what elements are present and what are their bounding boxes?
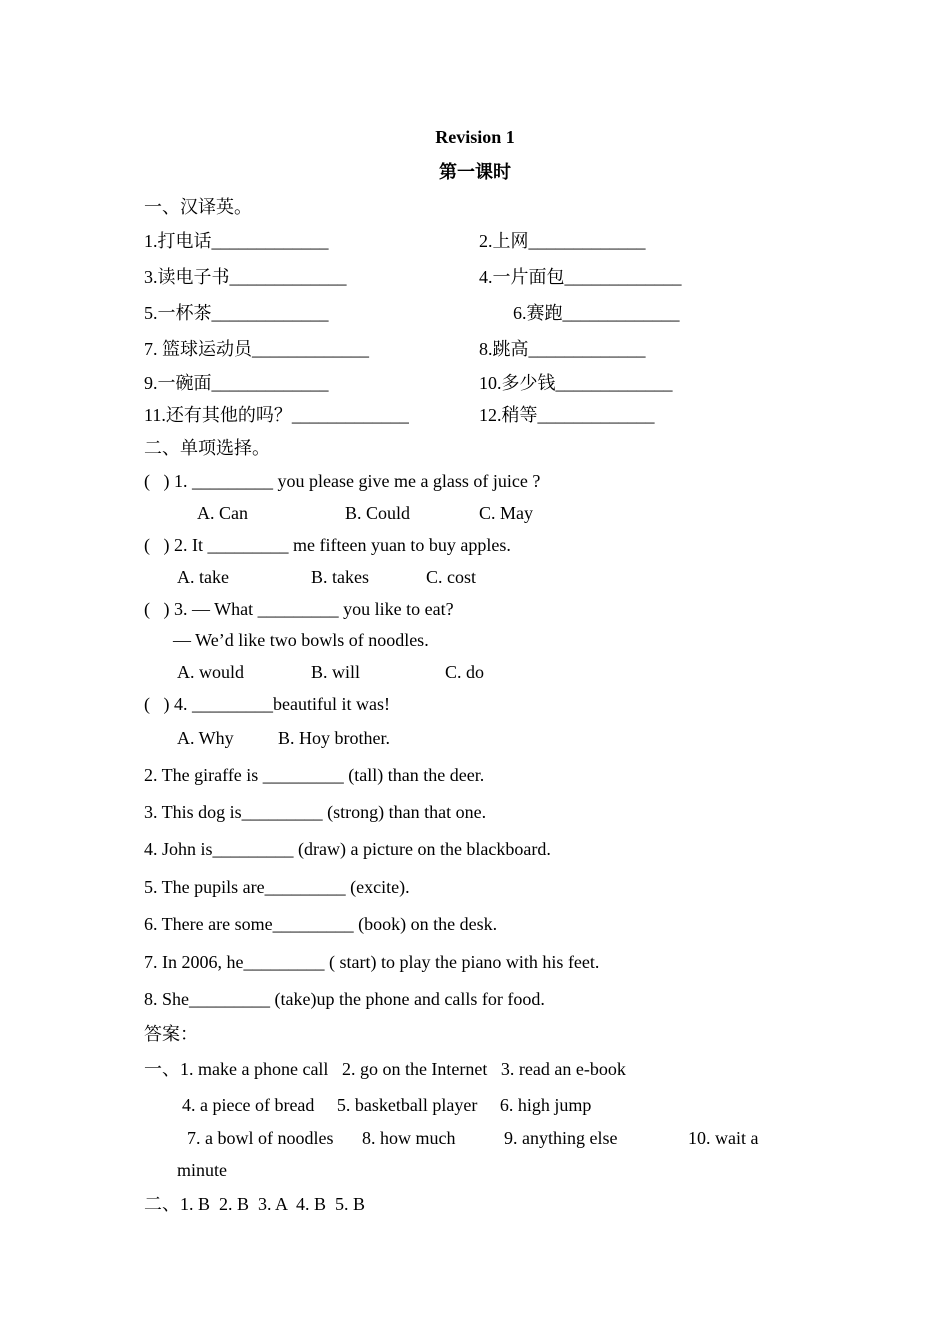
option: B. Could xyxy=(345,503,411,523)
translation-item: 11.还有其他的吗？_____________ xyxy=(144,405,409,425)
fill-item: 2. The giraffe is _________ (tall) than the deer. xyxy=(144,765,485,785)
lesson-subtitle: 第一课时 xyxy=(439,162,511,182)
page-title: Revision 1 xyxy=(435,127,515,147)
fill-item: 4. John is_________ (draw) a picture on the blackboard. xyxy=(144,839,551,859)
question-3: ( ) 3. — What _________ you like to eat? xyxy=(144,599,454,619)
answer-10: 10. wait a xyxy=(688,1128,759,1148)
translation-item: 10.多少钱_____________ xyxy=(479,373,673,393)
translation-item: 9.一碗面_____________ xyxy=(144,373,329,393)
option: C. do xyxy=(445,662,485,682)
question-3-reply: — We’d like two bowls of noodles. xyxy=(173,630,429,650)
option: C. cost xyxy=(426,567,477,587)
option: A. Can xyxy=(197,503,248,523)
answer-8: 8. how much xyxy=(362,1128,456,1148)
translation-item: 3.读电子书_____________ xyxy=(144,267,347,287)
section2-heading: 二、单项选择。 xyxy=(144,438,270,458)
answer-9: 9. anything else xyxy=(504,1128,618,1148)
question-2: ( ) 2. It _________ me fifteen yuan to buy apples. xyxy=(144,535,511,555)
translation-item: 2.上网_____________ xyxy=(479,231,646,251)
fill-item: 3. This dog is_________ (strong) than that one. xyxy=(144,802,487,822)
fill-item: 6. There are some_________ (book) on the desk. xyxy=(144,914,498,934)
question-4: ( ) 4. _________beautiful it was! xyxy=(144,694,390,714)
answers-part2: 二、1. B 2. B 3. A 4. B 5. B xyxy=(144,1194,366,1214)
option: A. would xyxy=(177,662,244,682)
question-1: ( ) 1. _________ you please give me a glass of juice ? xyxy=(144,471,541,491)
option: C. May xyxy=(479,503,533,523)
translation-item: 5.一杯茶_____________ xyxy=(144,303,329,323)
translation-item: 8.跳高_____________ xyxy=(479,339,646,359)
answers-heading: 答案： xyxy=(144,1024,198,1044)
answer-10-continued: minute xyxy=(177,1160,227,1180)
answers-part1-line1: 一、1. make a phone call 2. go on the Internet 3. read an e-book xyxy=(144,1059,626,1079)
fill-item: 8. She_________ (take)up the phone and calls for food. xyxy=(144,989,545,1009)
translation-item: 6.赛跑_____________ xyxy=(513,303,680,323)
option: A. take xyxy=(177,567,229,587)
fill-item: 5. The pupils are_________ (excite). xyxy=(144,877,410,897)
answer-7: 7. a bowl of noodles xyxy=(187,1128,334,1148)
answers-part1-line2: 4. a piece of bread 5. basketball player 6. high jump xyxy=(182,1095,592,1115)
fill-item: 7. In 2006, he_________ ( start) to play the piano with his feet. xyxy=(144,952,600,972)
translation-item: 1.打电话_____________ xyxy=(144,231,329,251)
translation-item: 4.一片面包_____________ xyxy=(479,267,682,287)
option: A. Why xyxy=(177,728,234,748)
translation-item: 7. 篮球运动员_____________ xyxy=(144,339,369,359)
option: B. Hoy brother. xyxy=(278,728,390,748)
option: B. takes xyxy=(311,567,369,587)
option: B. will xyxy=(311,662,361,682)
section1-heading: 一、汉译英。 xyxy=(144,197,252,217)
translation-item: 12.稍等_____________ xyxy=(479,405,655,425)
